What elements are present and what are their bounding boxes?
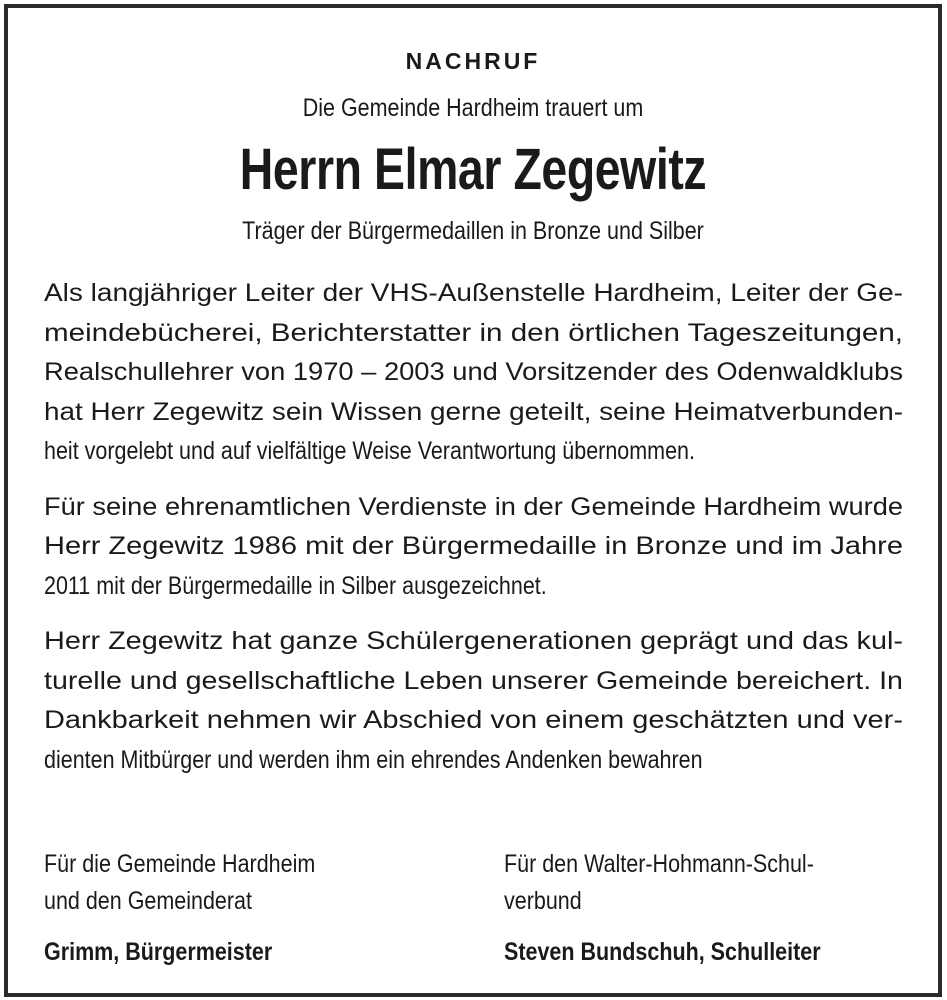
deceased-name: Herrn Elmar Zegewitz — [239, 137, 707, 202]
obituary-body — [44, 274, 902, 780]
signature-line: und den Gemeinderat — [44, 887, 252, 915]
obituary-heading: NACHRUF — [405, 48, 541, 74]
signature-school — [504, 846, 872, 971]
paragraph-line: Für seine ehrenamtlichen Verdienste in der Gemeinde Hardheim wurde — [44, 492, 904, 521]
paragraph-farewell — [44, 622, 902, 780]
paragraph-line: Herr Zegewitz hat ganze Schülergenerationen geprägt und das kul- — [44, 627, 904, 655]
intro-text: Die Gemeinde Hardheim trauert um — [302, 94, 644, 122]
paragraph-line: Herr Zegewitz 1986 mit der Bürgermedaille in Bronze und im Jahre — [44, 532, 903, 560]
paragraph-line: turelle und gesellschaftliche Leben unserer Gemeinde bereichert. In — [44, 666, 903, 695]
signature-line: verbund — [504, 887, 582, 915]
paragraph-line: hat Herr Zegewitz sein Wissen gerne geteilt, seine Heimatverbunden- — [44, 397, 904, 426]
signature-municipality — [44, 846, 359, 971]
signature-line: Für die Gemeinde Hardheim — [44, 850, 316, 878]
paragraph-line: meindebücherei, Berichterstatter in den örtlichen Tageszeitungen, — [44, 318, 904, 347]
paragraph-line: Als langjähriger Leiter der VHS-Außenstelle Hardheim, Leiter der Ge- — [44, 279, 903, 307]
signer-name: Grimm, Bürgermeister — [44, 938, 273, 966]
obituary-content — [44, 8, 902, 993]
honors-subtitle: Träger der Bürgermedaillen in Bronze und Silber — [242, 217, 704, 245]
paragraph-line: 2011 mit der Bürgermedaille in Silber ausgezeichnet. — [44, 571, 547, 600]
paragraph-line: heit vorgelebt und auf vielfältige Weise Verantwortung übernommen. — [44, 437, 695, 465]
paragraph-career — [44, 274, 902, 472]
paragraph-honors — [44, 488, 902, 607]
signer-name: Steven Bundschuh, Schulleiter — [504, 938, 821, 966]
paragraph-line: dienten Mitbürger und werden ihm ein ehrendes Andenken bewahren — [44, 745, 703, 774]
paragraph-line: Realschullehrer von 1970 – 2003 und Vorsitzender des Odenwaldklubs — [44, 358, 903, 386]
obituary-frame — [4, 4, 942, 997]
paragraph-line: Dankbarkeit nehmen wir Abschied von einem geschätzten und ver- — [44, 706, 903, 734]
signature-line: Für den Walter-Hohmann-Schul- — [504, 850, 814, 878]
